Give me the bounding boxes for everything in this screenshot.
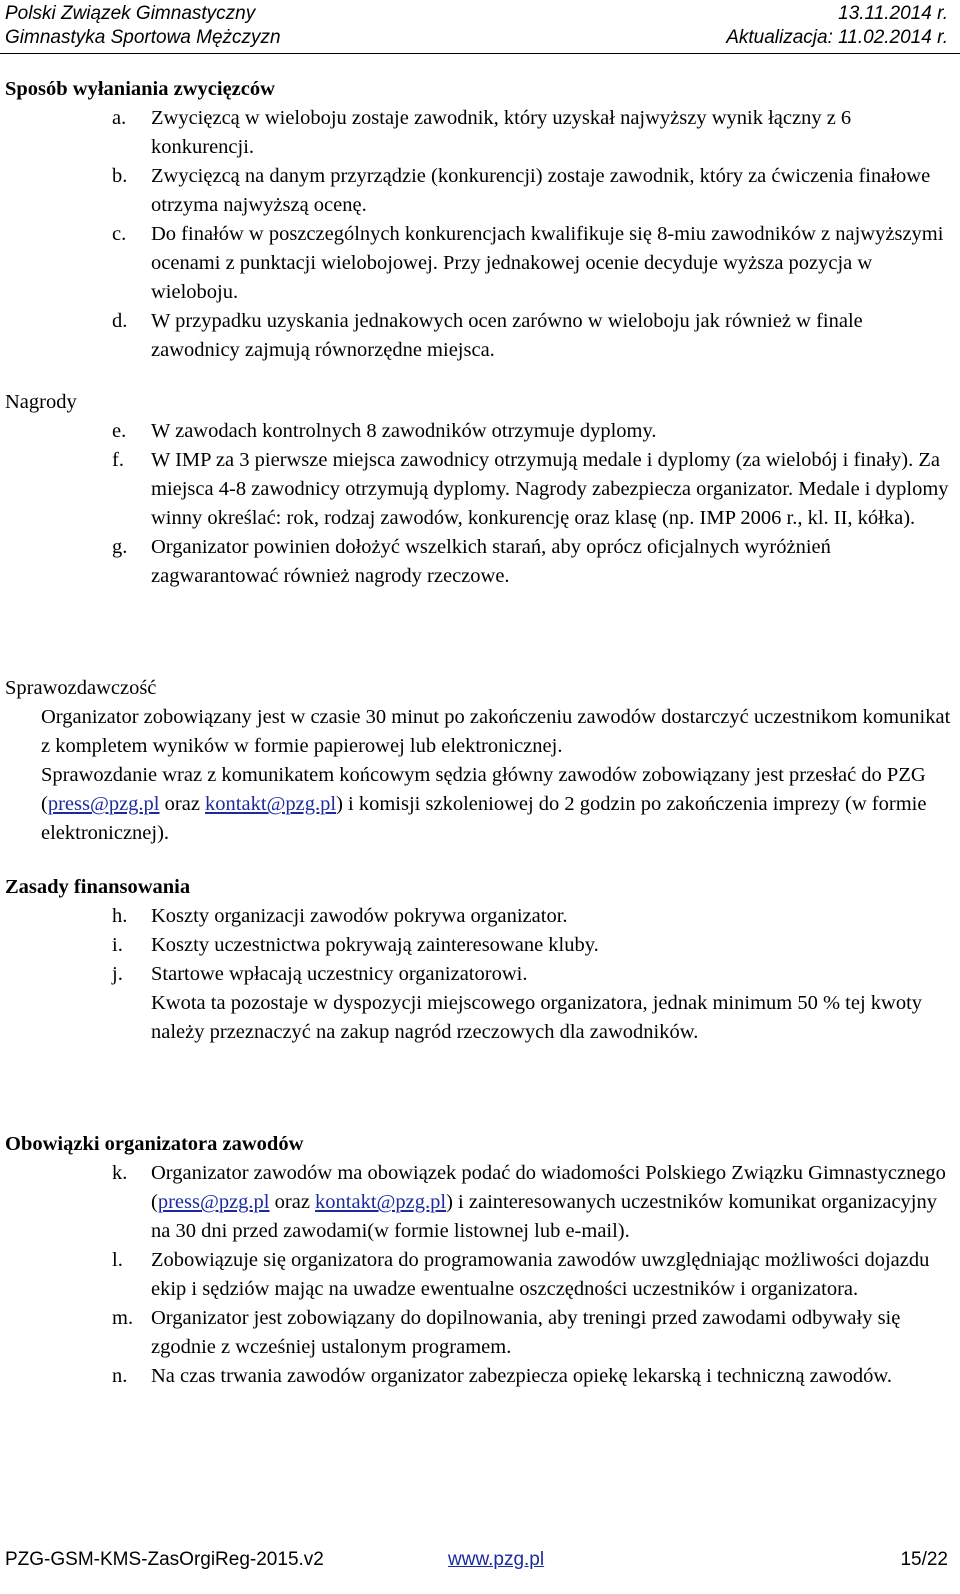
page-header-line-2: [5, 27, 948, 49]
email-link-kontakt[interactable]: kontakt@pzg.pl: [205, 793, 337, 815]
list-item: i. Koszty uczestnictwa pokrywają zainteresowane kluby.: [112, 934, 599, 956]
list-item: b. Zwycięzcą na danym przyrządzie (konkurencji) zostaje zawodnik, który za ćwiczenia finałowe otrzyma najwyższą ocenę.: [112, 165, 931, 216]
prizes-list: [5, 417, 952, 591]
email-link-kontakt[interactable]: kontakt@pzg.pl: [315, 1191, 447, 1213]
page-footer: [5, 1548, 948, 1572]
winners-heading: Sposób wyłaniania zwycięzców: [5, 78, 275, 100]
header-date: 13.11.2014 r.: [838, 3, 948, 24]
financing-note: Kwota ta pozostaje w dyspozycji miejscowego organizatora, jednak minimum 50 % tej kwoty należy przeznaczyć na zakup nagród rzeczowych dla zawodników.: [151, 992, 923, 1043]
list-item: d. W przypadku uzyskania jednakowych ocen zarówno w wieloboju jak również w finale zawodnicy zajmują równorzędne miejsca.: [112, 310, 863, 361]
winners-list: [5, 104, 952, 365]
reporting-heading: Sprawozdawczość: [5, 677, 157, 699]
financing-heading: Zasady finansowania: [5, 876, 191, 898]
list-item: e. W zawodach kontrolnych 8 zawodników otrzymuje dyplomy.: [112, 420, 657, 442]
header-divider: [0, 53, 960, 54]
duties-heading: Obowiązki organizatora zawodów: [5, 1133, 304, 1155]
reporting-paragraph-2: Sprawozdanie wraz z komunikatem końcowym sędzia główny zawodów zobowiązany jest przesłać do PZG (press@pzg.pl oraz kontakt@pzg.pl) i komisji szkoleniowej do 2 godzin po zakończenia imprezy (w formie elektronicznej).: [41, 764, 927, 844]
reporting-paragraph-1: Organizator zobowiązany jest w czasie 30 minut po zakończeniu zawodów dostarczyć uczestnikom komunikat z kompletem wyników w formie papierowej lub elektronicznej.: [41, 706, 951, 757]
list-item: l. Zobowiązuje się organizatora do programowania zawodów uwzględniając możliwości dojazdu ekip i sędziów mając na uwadze ewentualne oszczędności uczestników i organizatora.: [112, 1249, 930, 1300]
duties-list: [5, 1159, 952, 1391]
header-organization: Polski Związek Gimnastyczny: [5, 3, 256, 24]
list-item: j. Startowe wpłacają uczestnicy organizatorowi.: [112, 963, 528, 985]
email-link-press[interactable]: press@pzg.pl: [47, 793, 160, 815]
footer-website-link[interactable]: www.pzg.pl: [448, 1549, 545, 1570]
list-item: m. Organizator jest zobowiązany do dopilnowania, aby treningi przed zawodami odbywały się zgodnie z wcześniej ustalonym programem.: [112, 1307, 901, 1358]
list-item: h. Koszty organizacji zawodów pokrywa organizator.: [112, 905, 568, 927]
section-financing: [5, 873, 952, 1047]
list-item: a. Zwycięzcą w wieloboju zostaje zawodnik, który uzyskał najwyższy wynik łączny z 6 konkurencji.: [112, 107, 852, 158]
footer-page-number: 15/22: [900, 1549, 948, 1570]
prizes-heading: Nagrody: [5, 391, 77, 413]
section-duties: [5, 1130, 952, 1391]
list-item: c. Do finałów w poszczególnych konkurencjach kwalifikuje się 8-miu zawodników z najwyższymi ocenami z punktacji wielobojowej. Przy jednakowej ocenie decyduje wyższa pozycja w wieloboju.: [112, 223, 944, 303]
prizes-list-block: [5, 417, 952, 591]
section-prizes: [5, 388, 952, 417]
list-item: k. Organizator zawodów ma obowiązek podać do wiadomości Polskiego Związku Gimnastycznego (press@pzg.pl oraz kontakt@pzg.pl) i zainteresowanych uczestników komunikat organizacyjny na 30 dni przed zawodami(w formie listownej lub e-mail).: [112, 1162, 946, 1242]
list-item: n. Na czas trwania zawodów organizator zabezpiecza opiekę lekarską i techniczną zawodów.: [112, 1365, 893, 1387]
email-link-press[interactable]: press@pzg.pl: [157, 1191, 270, 1213]
section-reporting: [5, 674, 952, 848]
header-discipline: Gimnastyka Sportowa Mężczyzn: [5, 27, 281, 48]
footer-document-id: PZG-GSM-KMS-ZasOrgiReg-2015.v2: [5, 1549, 324, 1570]
page-header-line-1: [5, 3, 948, 25]
list-item: g. Organizator powinien dołożyć wszelkich starań, aby oprócz oficjalnych wyróżnień zagwarantować również nagrody rzeczowe.: [112, 536, 831, 587]
list-item: f. W IMP za 3 pierwsze miejsca zawodnicy otrzymują medale i dyplomy (za wielobój i finały). Za miejsca 4-8 zawodnicy otrzymują dyplomy. Nagrody zabezpiecza organizator. Medale i dyplomy winny określać: rok, rodzaj zawodów, konkurencję oraz klasę (np. IMP 2006 r., kl. II, kółka).: [112, 449, 949, 529]
financing-list: [5, 902, 952, 989]
header-update-date: Aktualizacja: 11.02.2014 r.: [726, 27, 948, 48]
section-winners: [5, 75, 952, 365]
